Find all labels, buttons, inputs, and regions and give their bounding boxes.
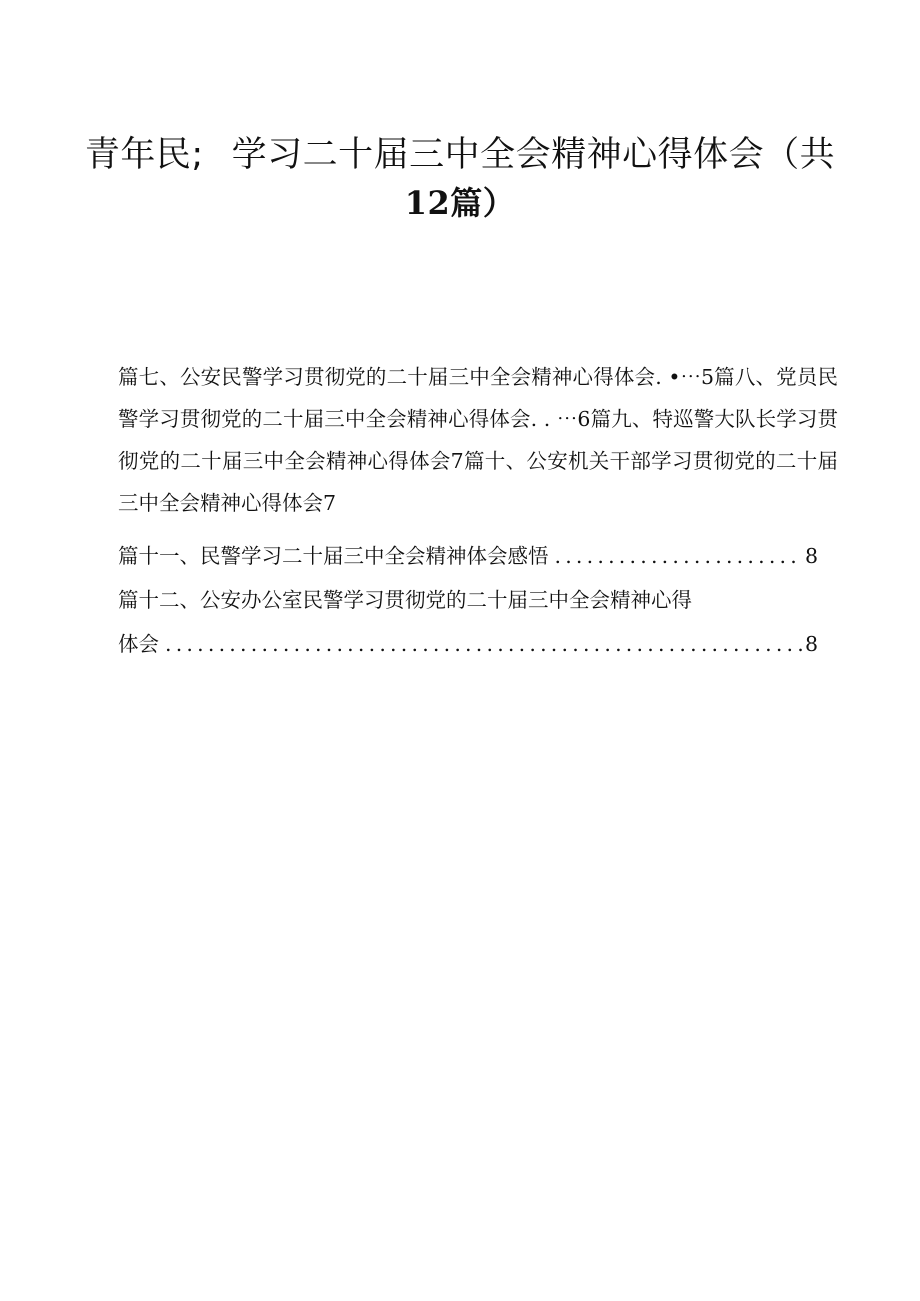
dot-leader (555, 534, 803, 578)
toc-entry-12-line-2[interactable] (118, 622, 818, 666)
toc-entry-label: 体会 (118, 632, 159, 656)
toc-entry-label: 篇十一、民警学习二十届三中全会精神体会感悟 (118, 544, 549, 568)
title-line-1 (0, 132, 920, 178)
toc-entry-12-line-1[interactable]: 篇十二、公安办公室民警学习贯彻党的二十届三中全会精神心得 (118, 588, 692, 612)
title-prefix: 青年民; (84, 135, 204, 175)
dot-leader (165, 622, 803, 666)
toc-entry-11[interactable] (118, 534, 818, 578)
toc-page-number: 8 (804, 632, 818, 656)
document-title (0, 132, 920, 226)
title-line-2: 12篇） (404, 184, 516, 222)
toc-page-number: 8 (804, 544, 818, 568)
toc-merged-entries: 篇七、公安民警学习贯彻党的二十届三中全会精神心得体会. •⋯5篇八、党员民警学习贯彻党的二十届三中全会精神心得体会. . ⋯6篇九、特巡警大队长学习贯彻党的二十届三中全会精神心得体会7篇十、公安机关干部学习贯彻党的二十届三中全会精神心得体会7 (118, 365, 838, 515)
table-of-contents (118, 356, 838, 666)
title-main: 学习二十届三中全会精神心得体会（共 (231, 135, 836, 175)
